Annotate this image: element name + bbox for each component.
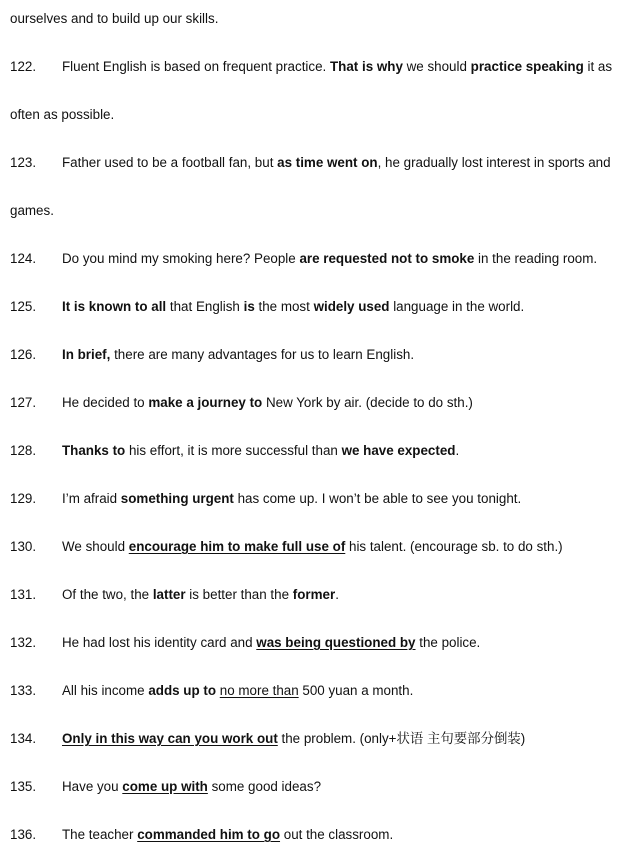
sentence-number: 125. <box>10 299 37 314</box>
sentence-text <box>62 682 413 700</box>
key-phrase-underlined: encourage him to make full use of <box>128 539 346 554</box>
text-segment: We should <box>62 539 129 554</box>
key-phrase-underlined: come up with <box>122 779 208 794</box>
key-phrase: we have expected <box>341 443 456 458</box>
text-segment: 500 yuan a month. <box>298 683 414 698</box>
key-phrase: latter <box>152 587 186 602</box>
key-phrase: adds up to <box>148 683 217 698</box>
text-segment: we should <box>402 59 471 74</box>
text-segment: language in the world. <box>389 299 525 314</box>
text-segment: the most <box>254 299 314 314</box>
key-phrase: are requested not to smoke <box>299 251 475 266</box>
sentence-number: 126. <box>10 347 37 362</box>
sentence-number: 131. <box>10 587 37 602</box>
text-segment: The teacher <box>62 827 138 842</box>
line-text: often as possible. <box>10 107 115 122</box>
sentence-number: 135. <box>10 779 37 794</box>
text-segment: out the classroom. <box>280 827 394 842</box>
key-phrase-underlined: was being questioned by <box>256 635 416 650</box>
key-phrase: practice speaking <box>470 59 584 74</box>
sentence-number: 132. <box>10 635 37 650</box>
sentence-text <box>62 346 414 364</box>
text-segment: the problem. (only+状语 主句要部分倒装) <box>277 731 526 746</box>
text-segment: Fluent English is based on frequent practice. <box>62 59 330 74</box>
sentence-text <box>62 298 524 316</box>
key-phrase: widely used <box>313 299 390 314</box>
key-phrase: as time went on <box>277 155 378 170</box>
sentence-text <box>62 730 525 748</box>
sentence-text <box>62 538 563 556</box>
sentence-122-wrap <box>10 106 632 124</box>
key-phrase: In brief, <box>62 347 111 362</box>
text-segment: . <box>335 587 339 602</box>
text-segment: is better than the <box>185 587 293 602</box>
sentence-text <box>62 250 597 268</box>
text-segment: his talent. (encourage sb. to do sth.) <box>345 539 563 554</box>
sentence-text <box>62 58 632 76</box>
key-phrase: is <box>243 299 255 314</box>
text-segment: there are many advantages for us to learn English. <box>110 347 415 362</box>
text-segment: it as <box>583 59 613 74</box>
key-phrase-underlined: commanded him to go <box>137 827 281 842</box>
key-phrase: It is known to all <box>62 299 167 314</box>
key-phrase: make a journey to <box>148 395 263 410</box>
text-segment: He decided to <box>62 395 149 410</box>
sentence-number: 136. <box>10 827 37 842</box>
key-phrase: former <box>292 587 336 602</box>
sentence-number: 129. <box>10 491 37 506</box>
key-phrase: something urgent <box>120 491 234 506</box>
text-segment: some good ideas? <box>207 779 322 794</box>
sentence-text <box>62 778 321 796</box>
sentence-text <box>62 394 473 412</box>
sentence-number: 128. <box>10 443 37 458</box>
text-segment: I’m afraid <box>62 491 121 506</box>
key-phrase-underlined: Only in this way can you work out <box>62 731 278 746</box>
line-text: games. <box>10 203 54 218</box>
sentence-number: 124. <box>10 251 37 266</box>
sentence-text <box>62 634 480 652</box>
sentence-text <box>62 154 611 172</box>
sentence-number: 127. <box>10 395 37 410</box>
text-segment: that English <box>166 299 244 314</box>
line-text: ourselves and to build up our skills. <box>10 11 219 26</box>
key-phrase: That is why <box>329 59 403 74</box>
sentence-number: 130. <box>10 539 37 554</box>
sentence-number: 122. <box>10 59 37 74</box>
key-phrase: Thanks to <box>62 443 126 458</box>
text-segment: in the reading room. <box>474 251 598 266</box>
text-segment: his effort, it is more successful than <box>125 443 342 458</box>
sentence-number: 134. <box>10 731 37 746</box>
sentence-text <box>62 826 393 844</box>
sentence-number: 133. <box>10 683 37 698</box>
text-segment: Have you <box>62 779 123 794</box>
text-segment: has come up. I won’t be able to see you tonight. <box>233 491 522 506</box>
text-segment: He had lost his identity card and <box>62 635 257 650</box>
text-segment: Father used to be a football fan, but <box>62 155 278 170</box>
sentence-text <box>62 586 339 604</box>
text-segment: All his income <box>62 683 149 698</box>
underlined-phrase: no more than <box>219 683 299 698</box>
sentence-123-wrap <box>10 202 632 220</box>
sentence-text <box>62 490 521 508</box>
text-segment: Do you mind my smoking here? People <box>62 251 300 266</box>
continuation-line <box>10 10 632 28</box>
text-segment: . <box>455 443 460 458</box>
text-segment: New York by air. (decide to do sth.) <box>262 395 473 410</box>
sentence-text <box>62 442 459 460</box>
text-segment: , he gradually lost interest in sports and <box>377 155 611 170</box>
text-segment: Of the two, the <box>62 587 153 602</box>
sentence-number: 123. <box>10 155 37 170</box>
text-segment: the police. <box>415 635 481 650</box>
